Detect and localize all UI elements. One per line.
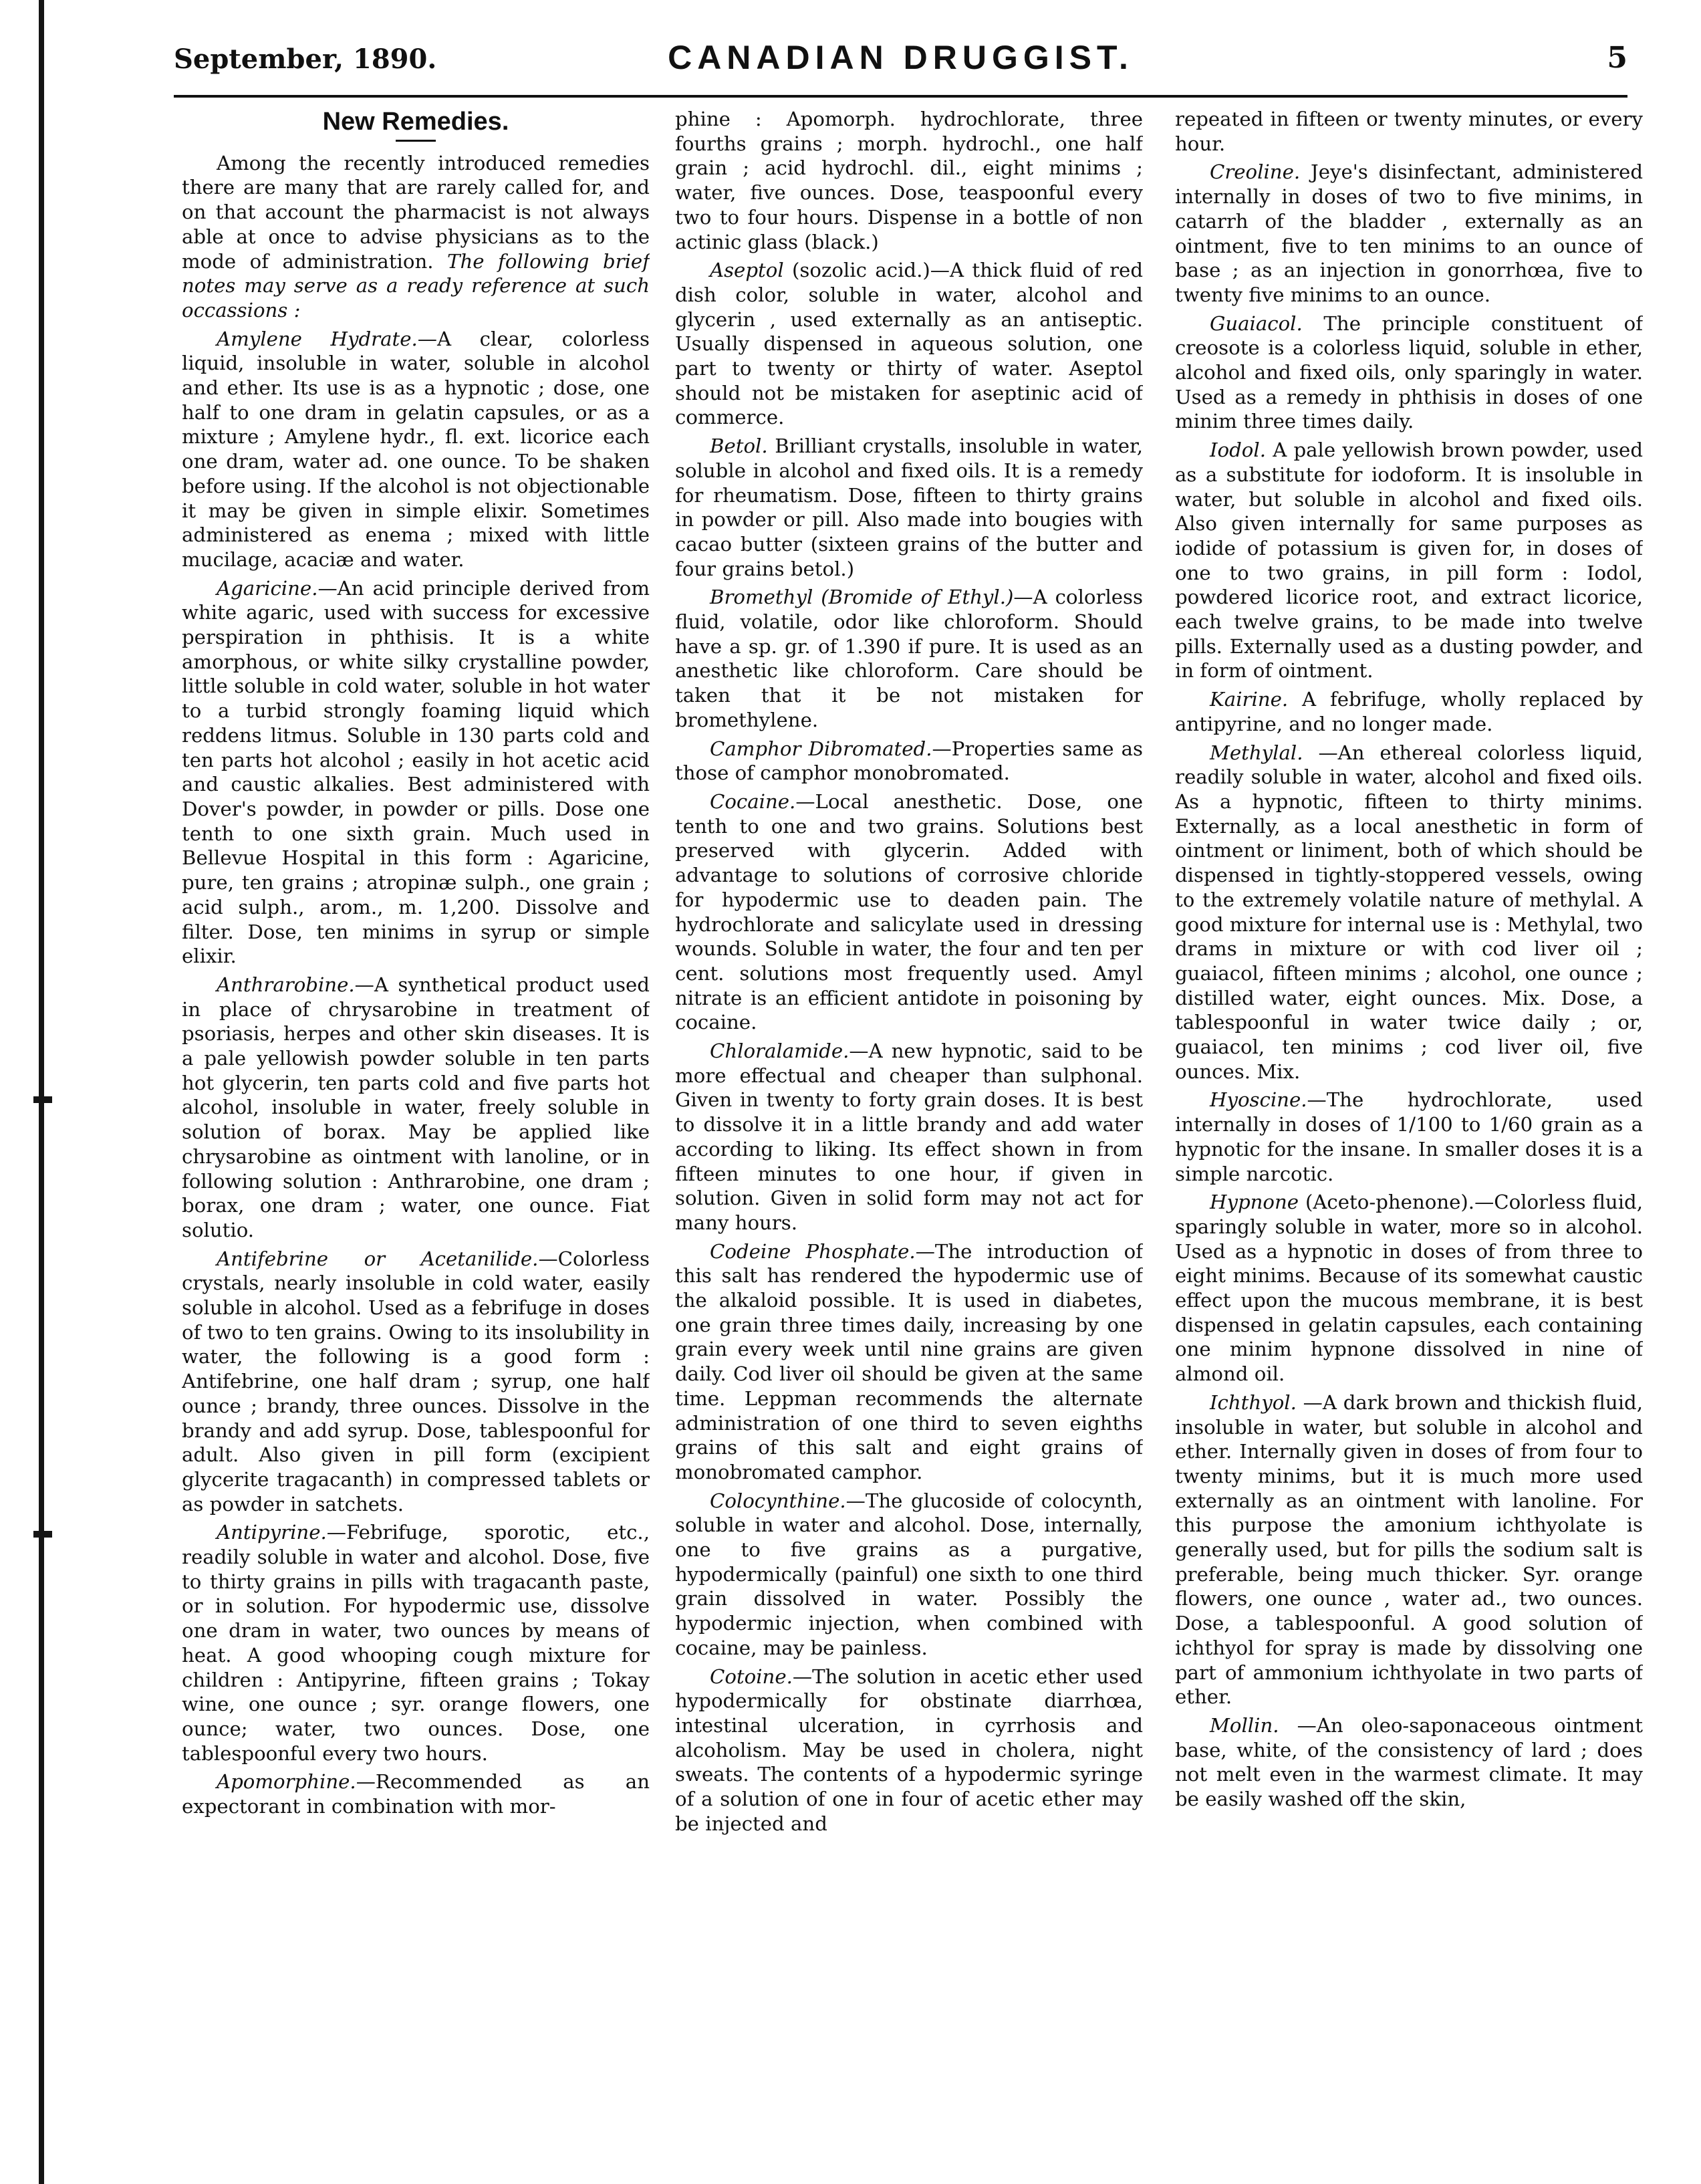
entry-name: Chloralamide. — [710, 1040, 849, 1063]
entry-text: —A dark brown and thickish fluid, insoluble in water, but soluble in alcohol and ether. Internally given in doses of from four to twenty minims, but it is much more used externally as an ointment with lanoline. For this purpose the amonium ichthyolate is generally used, but for pills the sodium salt is preferable, being much thicker. Syr. orange flowers, one ounce , water ad., two ounces. Dose, a tablespoonful. A good solution of ichthyol for spray is made by dissolving one part of ammonium ichthyolate in two parts of ether. — [1175, 1390, 1643, 1709]
entry-text: —The hydrochlorate, used internally in doses of 1/100 to 1/60 grain as a hypnotic for the insane. In smaller doses it is a simple narcotic. — [1175, 1088, 1643, 1185]
entry-text: —A colorless fluid, volatile, odor like chloroform. Should have a sp. gr. of 1.390 if pure. It is used as an anesthetic like chloroform. Care should be taken that it be not mistaken for bromethylene. — [675, 586, 1143, 731]
entry-name: Kairine. — [1210, 688, 1289, 711]
entry-text: —Properties same as those of camphor monobromated. — [675, 737, 1143, 785]
entry-name: Creoline. — [1210, 160, 1301, 184]
entry — [675, 1239, 1143, 1485]
entry — [1175, 160, 1643, 307]
entry — [1175, 1088, 1643, 1186]
entry-text: The principle constituent of creosote is a colorless liquid, soluble in ether, alcohol and fixed oils, only sparingly in water. Used as a remedy in phthisis in doses of one minim three times daily. — [1175, 312, 1643, 433]
entry — [182, 1247, 650, 1517]
binding-mark — [33, 1531, 52, 1538]
entry-continuation: repeated in fifteen or twenty minutes, or every hour. — [1175, 108, 1643, 155]
entry-name: Hyoscine. — [1210, 1088, 1307, 1112]
entry-name: Amylene Hydrate. — [217, 327, 418, 350]
entry-text: —An oleo-saponaceous ointment base, white, of the consistency of lard ; does not melt even in the warmest climate. It may be easily washed off the skin, — [1175, 1714, 1643, 1811]
entry-text: —A synthetical product used in place of chrysarobine in treatment of psoriasis, herpes and other skin diseases. It is a pale yellowish powder soluble in ten parts hot glycerin, ten parts cold and five parts hot alcohol, insoluble in water, freely soluble in solution of borax. May be applied like chrysarobine as ointment with lanoline, or in following solution : Anthrarobine, one dram ; borax, one dram ; water, one ounce. Fiat solutio. — [182, 973, 650, 1241]
entry-text: —A new hypnotic, said to be more effectual and cheaper than sulphonal. Given in twenty to forty grain doses. It is best to dissolve it in a little brandy and add water according to liking. Its effect shown in from fifteen minutes to one hour, if given in solution. Given in solid form may not act for many hours. — [675, 1040, 1143, 1234]
entry-text: —The glucoside of colocynth, soluble in water and alcohol. Dose, internally, one to five grains as a purgative, hypodermically (painful) one sixth to one third grain dissolved in water. Possibly the hypodermic injection, when combined with cocaine, may be painless. — [675, 1489, 1143, 1659]
entry-name: Cocaine. — [710, 790, 796, 813]
entry — [675, 790, 1143, 1035]
entry-name: Camphor Dibromated. — [710, 737, 932, 760]
entry-name: Methylal. — [1210, 741, 1303, 764]
entry — [675, 1039, 1143, 1235]
entry-name: Agaricine. — [217, 576, 318, 600]
entry — [675, 434, 1143, 581]
entry — [1175, 1190, 1643, 1386]
entry-name: Mollin. — [1210, 1714, 1279, 1737]
entry-text: —Febrifuge, sporotic, etc., readily soluble in water and alcohol. Dose, five to thirty grains in pills with tragacanth paste, or in solution. For hypodermic use, dissolve one dram in water, two ounces by means of heat. A good whooping cough mixture for children : Antipyrine, fifteen grains ; Tokay wine, one ounce ; syr. orange flowers, one ounce; water, two ounces. Dose, one tablespoonful every two hours. — [182, 1521, 650, 1765]
entry — [1175, 438, 1643, 683]
entry-text: —An ethereal colorless liquid, readily soluble in water, alcohol and fixed oils. As a hypnotic, fifteen to thirty minims. Externally, as a local anesthetic in form of ointment or liniment, both of which should be dispensed in tightly-stoppered vessels, owing to the extremely volatile nature of methylal. A good mixture for internal use is : Methylal, two drams in mixture or with cod liver oil ; guaiacol, fifteen minims ; alcohol, one ounce ; distilled water, eight ounces. Mix. Dose, a tablespoonful in water twice daily ; or, guaiacol, ten minims ; cod liver oil, five ounces. Mix. — [1175, 741, 1643, 1083]
entry-text: —Recommended as an expectorant in combination with mor- — [182, 1770, 650, 1818]
entry-name: Ichthyol. — [1210, 1390, 1297, 1414]
intro-paragraph: Among the recently introduced remedies there are many that are rarely called for, and on that account the pharmacist is not always able at once to advise physicians as to the mode of administration. The following brief notes may serve as a ready reference at such occassions : — [182, 151, 650, 322]
entry-text: —Local anesthetic. Dose, one tenth to one and two grains. Solutions best preserved with glycerin. Added with advantage to solutions of corrosive chloride for hypodermic use to deaden pain. The hydrochlorate and salicylate used in dressing wounds. Soluble in water, the four and ten per cent. solutions most frequently used. Amyl nitrate is an efficient antidote in poisoning by cocaine. — [675, 790, 1143, 1034]
entry — [1175, 741, 1643, 1084]
entry-text: Jeye's disinfectant, administered internally in doses of two to five minims, in catarrh of the bladder , externally as an ointment, five to ten minims to an ounce of base ; as an injection in gonorrhœa, five to twenty five minims to an ounce. — [1175, 160, 1643, 306]
entry — [182, 327, 650, 572]
section-title: New Remedies. — [322, 108, 509, 136]
entry — [1175, 1713, 1643, 1812]
entry-text: Brilliant crystalls, insoluble in water, soluble in alcohol and fixed oils. It is a remedy for rheumatism. Dose, fifteen to thirty grains in powder or pill. Also made into bougies with cacao butter (sixteen grains of the butter and four grains betol.) — [675, 435, 1143, 580]
entry-text: —The solution in acetic ether used hypodermically for obstinate diarrhœa, intestinal ulceration, in cyrrhosis and alcoholism. May be used in cholera, night sweats. The contents of a hypodermic syringe of a solution of one in four of acetic ether may be injected and — [675, 1665, 1143, 1835]
entry-text: (sozolic acid.)—A thick fluid of red dish color, soluble in water, alcohol and glycerin , used externally as an antiseptic. Usually dispensed in aqueous solution, one part to twenty or thirty of water. Aseptol should not be mistaken for aseptinic acid of commerce. — [675, 259, 1143, 429]
entry-name: Antifebrine or Acetanilide. — [217, 1247, 539, 1270]
entry-text: —Colorless crystals, nearly insoluble in cold water, easily soluble in alcohol. Used as a febrifuge in doses of two to ten grains. Owing to its insolubility in water, the following is a good form : Antifebrine, one half dram ; syrup, one half ounce ; brandy, three ounces. Dissolve in the brandy and add syrup. Dose, tablespoonful for adult. Also given in pill form (excipient glycerite tragacanth) in compressed tablets or as powder in satchets. — [182, 1247, 650, 1515]
entry-name: Guaiacol. — [1210, 312, 1303, 335]
entry-name: Anthrarobine. — [217, 973, 355, 996]
issue-date: September, 1890. — [174, 43, 437, 75]
entry-text: —An acid principle derived from white agaric, used with success for excessive perspiration in phthisis. It is a white amorphous, or white silky crystalline powder, little soluble in cold water, soluble in hot water to a turbid strongly foaming liquid which reddens litmus. Soluble in 130 parts cold and ten parts hot alcohol ; easily in hot acetic acid and caustic alkalies. Best administered with Dover's powder, in powder or pills. Dose one tenth to one sixth grain. Much used in Bellevue Hospital in this form : Agaricine, pure, ten grains ; atropinæ sulph., one grain ; acid sulph., arom., m. 1,200. Dissolve and filter. Dose, ten minims in syrup or simple elixir. — [182, 576, 650, 968]
entry — [182, 576, 650, 969]
entry — [1175, 687, 1643, 736]
journal-title: CANADIAN DRUGGIST. — [668, 39, 1134, 76]
entry-text: A febrifuge, wholly replaced by antipyrine, and no longer made. — [1175, 688, 1643, 735]
entry-name: Aseptol — [710, 259, 784, 282]
entry-name: Bromethyl (Bromide of Ethyl.) — [710, 586, 1014, 609]
entry-name: Codeine Phosphate. — [710, 1239, 916, 1263]
entry-name: Colocynthine. — [710, 1489, 846, 1512]
entry — [182, 1520, 650, 1766]
entry — [1175, 1390, 1643, 1709]
page-header — [174, 37, 1627, 84]
entry — [675, 737, 1143, 785]
entry — [675, 1665, 1143, 1836]
entry — [675, 585, 1143, 732]
entry — [675, 1489, 1143, 1661]
column-3 — [1175, 107, 1643, 2153]
entry-text: (Aceto-phenone).—Colorless fluid, sparingly soluble in water, more so in alcohol. Used as a hypnotic in doses of from three to eight minims. Because of its somewhat caustic effect upon the mucous membrane, it is best dispensed in gelatin capsules, each containing one minim hypnone dissolved in nine of almond oil. — [1175, 1191, 1643, 1386]
entry — [182, 973, 650, 1243]
entry-name: Betol. — [710, 435, 768, 458]
entry-text: A pale yellowish brown powder, used as a substitute for iodoform. It is insoluble in water, but soluble in alcohol and fixed oils. Also given internally for same purposes as iodide of potassium is given for, in doses of one to two grains, in pill form : Iodol, powdered licorice root, and extract licorice, each twelve grains, to be made into twelve pills. Externally used as a dusting powder, and in form of ointment. — [1175, 439, 1643, 683]
column-1 — [182, 107, 650, 2153]
entry — [675, 258, 1143, 430]
entry-text: —A clear, colorless liquid, insoluble in water, soluble in alcohol and ether. Its use is as a hypnotic ; dose, one half to one dram in gelatin capsules, or as a mixture ; Amylene hydr., fl. ext. licorice each one dram, water ad. one ounce. To be shaken before using. If the alcohol is not objectionable it may be given in simple elixir. Sometimes administered as enema ; mixed with little mucilage, acaciæ and water. — [182, 327, 650, 571]
entry-text: —The introduction of this salt has rendered the hypodermic use of the alkaloid possible. It is used in diabetes, one grain three times daily, increasing by one grain every week until nine grains are given daily. Cod liver oil should be given at the same time. Leppman recommends the alternate administration of one third to seven eighths grains of this salt and eight grains of monobromated camphor. — [675, 1239, 1143, 1483]
page-number: 5 — [1607, 41, 1627, 75]
entry-name: Antipyrine. — [217, 1521, 327, 1544]
entry-name: Iodol. — [1210, 439, 1266, 462]
entry — [1175, 312, 1643, 435]
column-2 — [675, 107, 1143, 2153]
binding-edge — [39, 0, 44, 2184]
binding-mark — [33, 1096, 52, 1103]
entry-name: Apomorphine. — [217, 1770, 356, 1794]
entry-name: Cotoine. — [710, 1665, 793, 1688]
header-rule — [174, 95, 1627, 98]
title-dash — [396, 140, 436, 142]
entry — [182, 1770, 650, 1818]
entry-name: Hypnone — [1210, 1191, 1299, 1214]
entry-continuation: phine : Apomorph. hydrochlorate, three fourths grains ; morph. hydrochl., one half grain ; acid hydrochl. dil., eight minims ; water, five ounces. Dose, teaspoonful every two to four hours. Dispense in a bottle of non actinic glass (black.) — [675, 108, 1143, 253]
